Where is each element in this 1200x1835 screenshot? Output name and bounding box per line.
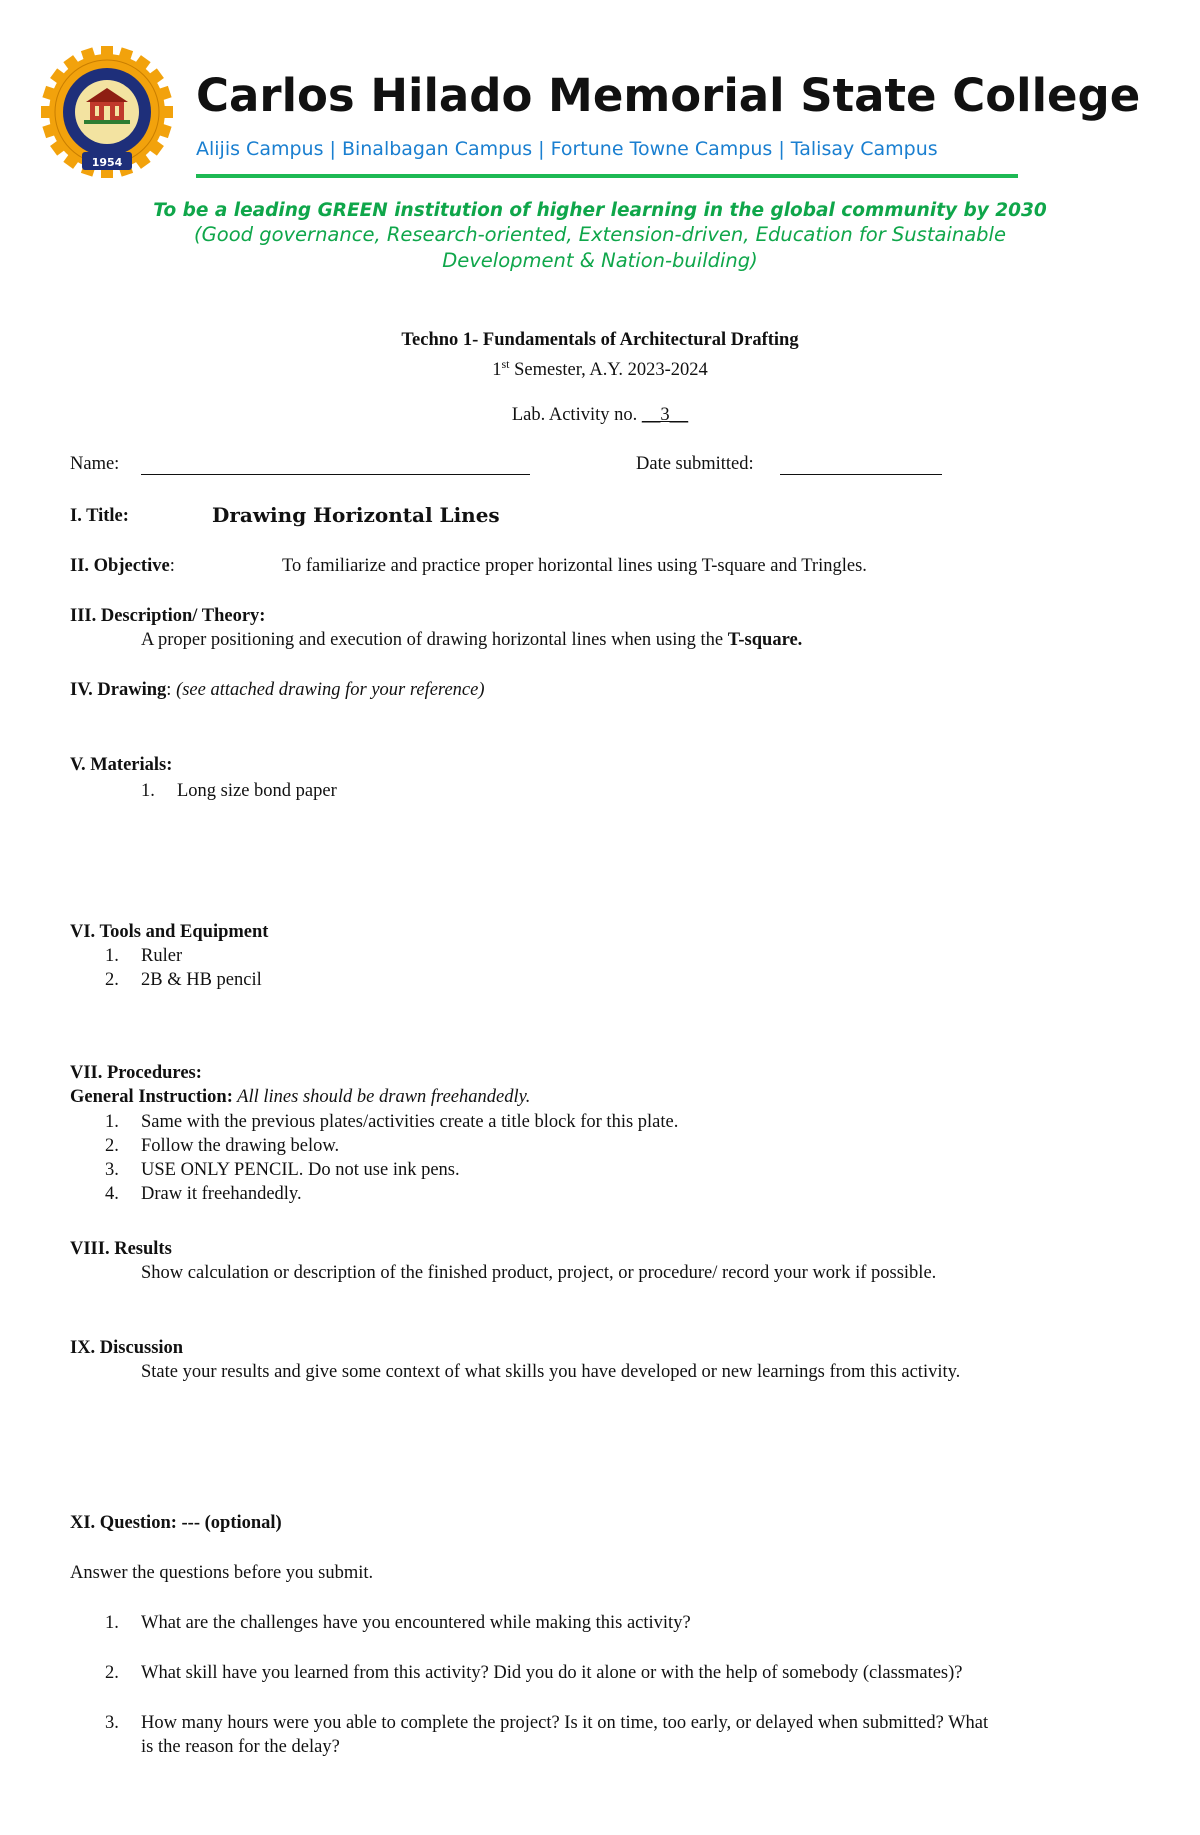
mission-values (0, 222, 1200, 274)
description-body: A proper positioning and execution of drawing horizontal lines when using the (141, 630, 728, 650)
list-number: 2. (105, 1136, 119, 1156)
list-item (105, 1182, 1105, 1206)
procedure-step: Same with the previous plates/activities create a title block for this plate. (141, 1112, 679, 1132)
list-number: 3. (105, 1160, 119, 1180)
materials-list (141, 779, 1041, 803)
list-number: 1. (105, 946, 119, 966)
question-text: What skill have you learned from this activity? Did you do it alone or with the help of somebody (classmates)? (141, 1663, 963, 1683)
activity-title: Drawing Horizontal Lines (212, 503, 500, 527)
list-number: 2. (105, 970, 119, 990)
results-text: Show calculation or description of the finished product, project, or procedure/ record your work if possible. (141, 1263, 937, 1283)
list-number: 1. (141, 781, 155, 801)
date-submitted-blank[interactable] (780, 454, 942, 475)
logo-gear-tooth (101, 46, 113, 60)
question-text: is the reason for the delay? (141, 1737, 340, 1757)
list-number: 1. (105, 1112, 119, 1132)
list-number: 1. (105, 1613, 119, 1633)
results-label: VIII. Results (70, 1239, 172, 1259)
lab-activity-number: __3__ (641, 405, 689, 425)
lab-activity-line (0, 403, 1200, 427)
procedure-step: Draw it freehandedly. (141, 1184, 302, 1204)
college-seal-logo (40, 44, 174, 180)
discussion-text: State your results and give some context of what skills you have developed or new learnings from this activity. (141, 1362, 961, 1382)
list-item (105, 1110, 1105, 1134)
objective-colon: : (169, 556, 175, 576)
drawing-label: IV. Drawing (70, 680, 167, 700)
discussion-label: IX. Discussion (70, 1338, 184, 1358)
question-text: How many hours were you able to complete the project? Is it on time, too early, or delayed when submitted? What (141, 1713, 989, 1733)
objective-text: To familiarize and practice proper horizontal lines using T-square and Tringles. (282, 556, 867, 576)
material-item: Long size bond paper (177, 781, 337, 801)
question-text: What are the challenges have you encountered while making this activity? (141, 1613, 691, 1633)
description-label: III. Description/ Theory: (70, 606, 266, 626)
general-instruction-text: All lines should be drawn freehandedly. (232, 1087, 531, 1107)
list-item (105, 1661, 1165, 1685)
list-item (105, 1711, 1165, 1735)
semester-text: Semester, A.Y. 2023-2024 (509, 360, 708, 381)
mission-line-2: Development & Nation-building) (442, 249, 758, 272)
mission-line-1: (Good governance, Research-oriented, Extension-driven, Education for Sustainable (194, 223, 1006, 246)
tools-label: VI. Tools and Equipment (70, 922, 269, 942)
logo-gear-tooth (41, 106, 55, 118)
question-label: XI. Question: --- (optional) (70, 1513, 282, 1533)
procedure-step: USE ONLY PENCIL. Do not use ink pens. (141, 1160, 460, 1180)
description-text (141, 628, 802, 652)
name-label: Name: (70, 454, 120, 474)
procedure-step: Follow the drawing below. (141, 1136, 340, 1156)
description-tsquare: T-square. (727, 630, 803, 650)
objective-label: II. Objective (70, 556, 170, 576)
list-number: 2. (105, 1663, 119, 1683)
college-name: Carlos Hilado Memorial State College (196, 69, 1141, 122)
tools-list (105, 944, 1005, 992)
course-title: Techno 1- Fundamentals of Architectural Drafting (401, 330, 799, 350)
procedures-list (105, 1110, 1105, 1206)
lab-activity-label: Lab. Activity no. (511, 405, 642, 425)
question-item-2 (105, 1661, 1165, 1685)
tool-item: 2B & HB pencil (141, 970, 262, 990)
vision-statement: To be a leading GREEN institution of higher learning in the global community by 2030 (153, 200, 1047, 221)
title-label: I. Title: (70, 506, 129, 526)
semester-suffix: st (501, 357, 510, 371)
procedures-label: VII. Procedures: (70, 1063, 202, 1083)
list-number: 4. (105, 1184, 119, 1204)
date-submitted-label: Date submitted: (636, 454, 754, 474)
tool-item: Ruler (141, 946, 183, 966)
list-item (105, 968, 1005, 992)
list-item (105, 1134, 1105, 1158)
name-blank[interactable] (141, 454, 530, 475)
question-item-1 (105, 1611, 1165, 1635)
list-item (105, 944, 1005, 968)
logo-year-text: 1954 (91, 156, 123, 169)
campuses-list: Alijis Campus | Binalbagan Campus | Fortune Towne Campus | Talisay Campus (196, 138, 938, 160)
semester-number: 1 (492, 360, 502, 381)
question-item-3 (105, 1711, 1165, 1759)
name-field-row (70, 452, 119, 476)
objective-label-row (70, 554, 175, 578)
general-instruction (70, 1085, 530, 1109)
question-continuation (105, 1735, 1165, 1759)
list-item (105, 1158, 1105, 1182)
drawing-note: (see attached drawing for your reference) (176, 680, 485, 700)
question-intro: Answer the questions before you submit. (70, 1563, 374, 1583)
semester-line (0, 352, 1200, 382)
list-item (105, 1611, 1165, 1635)
drawing-row (70, 678, 484, 702)
logo-gear-tooth (159, 106, 173, 118)
date-field-row (636, 452, 754, 476)
general-instruction-label: General Instruction: (70, 1087, 233, 1107)
drawing-colon: : (166, 680, 177, 700)
list-item (141, 779, 1041, 803)
materials-label: V. Materials: (70, 755, 173, 775)
header-divider (196, 174, 1018, 178)
list-number: 3. (105, 1713, 119, 1733)
